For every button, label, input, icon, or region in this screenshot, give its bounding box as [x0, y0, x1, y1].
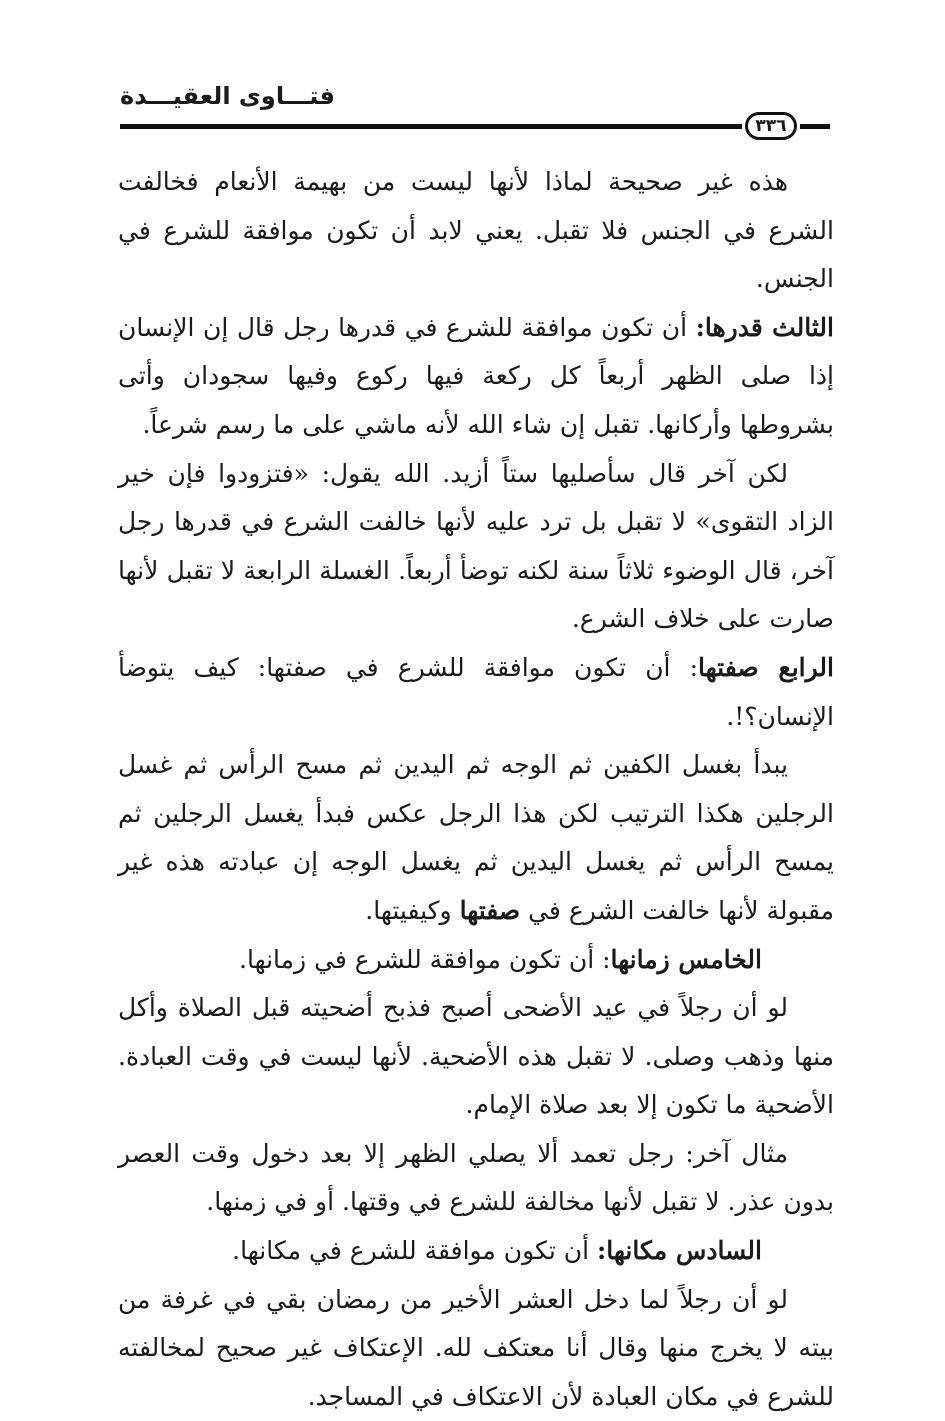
paragraph: لو أن رجلاً لما دخل العشر الأخير من رمضان بقي في غرفة من بيته لا يخرج منها وقال أنا معتكف لله. الإعتكاف غير صحيح لمخالفته للشرع في مكان العبادة لأن الاعتكاف في المساجد. [118, 1284, 834, 1411]
paragraph [118, 936, 834, 985]
emphasis-term: صفتها [459, 895, 521, 925]
paragraph-text: : أن تكون موافقة للشرع في زمانها. [239, 944, 611, 974]
paragraph [118, 1227, 834, 1276]
paragraph-text: أن تكون موافقة للشرع في مكانها. [232, 1236, 598, 1266]
section-term: الرابع صفتها [698, 652, 834, 682]
paragraph: لكن آخر قال سأصليها ستاً أزيد. الله يقول: «فتزودوا فإن خير الزاد التقوى» لا تقبل بل ترد عليه لأنها خالفت الشرع في قدرها رجل آخر، قال الوضوء ثلاثاً سنة لكنه توضأ أربعاً. الغسلة الرابعة لا تقبل لأنها صارت على خلاف الشرع. [118, 458, 834, 634]
page-body [118, 158, 834, 1421]
section-term: السادس مكانها: [597, 1236, 762, 1266]
paragraph-text: : أن تكون موافقة للشرع في صفتها: كيف يتوضأ الإنسان؟!. [118, 652, 834, 731]
section-term: الثالث قدرها: [695, 312, 834, 342]
paragraph-text: وكيفيتها. [365, 895, 460, 925]
paragraph-text: أن تكون موافقة للشرع في قدرها رجل قال إن الإنسان إذا صلى الظهر أربعاً كل ركعة فيها ركوع وفيها سجودان وأتى بشروطها وأركانها. تقبل إن شاء الله لأنه ماشي على ما رسم شرعاً. [118, 312, 834, 439]
paragraph-text: يبدأ بغسل الكفين ثم الوجه ثم اليدين ثم مسح الرأس ثم غسل الرجلين هكذا الترتيب لكن هذا الرجل عكس فبدأ يغسل الرجلين ثم يمسح الرأس ثم يغسل اليدين ثم يغسل الوجه إن عبادته هذه غير مقبولة لأنها خالفت الشرع في [118, 750, 834, 925]
paragraph [118, 304, 834, 450]
paragraph: لو أن رجلاً في عيد الأضحى أصبح فذبح أضحيته قبل الصلاة وأكل منها وذهب وصلى. لا تقبل هذه الأضحية. لأنها ليست في وقت العبادة. الأضحية ما تكون إلا بعد صلاة الإمام. [118, 993, 834, 1120]
header-rule-tail [800, 124, 830, 129]
page-number: ٣٣٦ [745, 112, 797, 140]
header-rule [120, 124, 742, 129]
paragraph: هذه غير صحيحة لماذا لأنها ليست من بهيمة الأنعام فخالفت الشرع في الجنس فلا تقبل. يعني لابد أن تكون موافقة للشرع في الجنس. [118, 167, 834, 294]
paragraph [118, 741, 834, 935]
section-term: الخامس زمانها [610, 944, 762, 974]
running-head: فتـــاوى العقيـــدة [120, 82, 335, 110]
paragraph: مثال آخر: رجل تعمد ألا يصلي الظهر إلا بعد دخول وقت العصر بدون عذر. لا تقبل لأنها مخالفة للشرع في وقتها. أو في زمنها. [118, 1138, 834, 1217]
paragraph [118, 644, 834, 741]
